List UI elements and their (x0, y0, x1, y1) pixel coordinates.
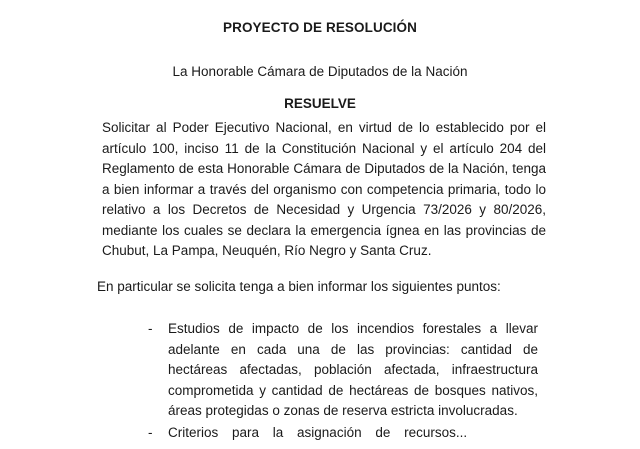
chamber-line: La Honorable Cámara de Diputados de la Nación (172, 64, 468, 79)
points-list (148, 319, 538, 444)
document-title: PROYECTO DE RESOLUCIÓN (223, 20, 417, 35)
resolve-heading: RESUELVE (284, 96, 356, 111)
list-item-text: Criterios para la asignación de recursos... (168, 424, 468, 440)
list-item-marker: - (148, 321, 153, 336)
list-item-text: Estudios de impacto de los incendios forestales a llevar adelante en cada una de las provincias: cantidad de hectáreas afectadas, población afectada, infraestructura comprometida y cantidad de hectáreas de bosques nativos, áreas protegidas o zonas de reserva estricta involucradas. (168, 321, 538, 418)
list-item (148, 319, 538, 422)
main-paragraph: Solicitar al Poder Ejecutivo Nacional, en virtud de lo establecido por el artículo 100, inciso 11 de la Constitución Nacional y el artículo 204 del Reglamento de esta Honorable Cámara de Diputados de la Nación, tenga a bien informar a través del organismo con competencia primaria, todo lo relativo a los Decretos de Necesidad y Urgencia 73/2026 y 80/2026, mediante los cuales se declara la emergencia ígnea en las provincias de Chubut, La Pampa, Neuquén, Río Negro y Santa Cruz. (102, 120, 546, 258)
list-item-marker: - (148, 424, 153, 440)
list-item (148, 423, 538, 444)
points-intro-paragraph: En particular se solicita tenga a bien informar los siguientes puntos: (97, 279, 501, 294)
